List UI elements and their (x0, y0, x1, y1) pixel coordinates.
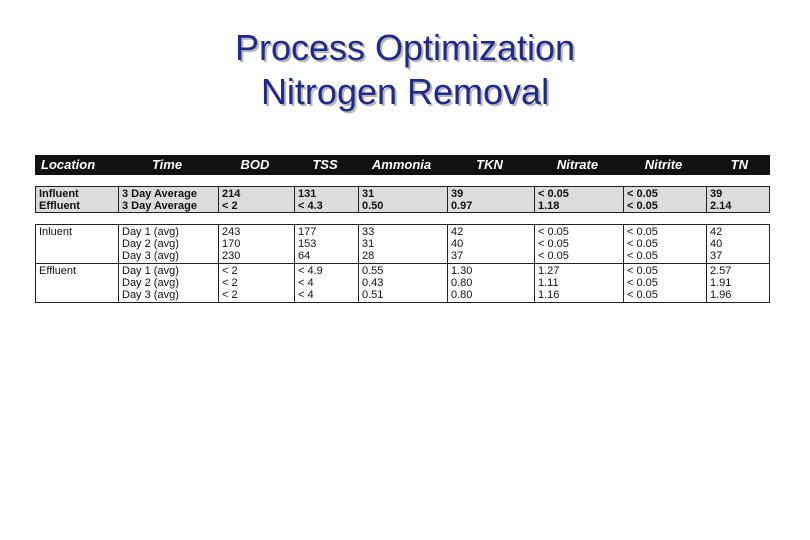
table-cell: 0.80 (451, 289, 473, 301)
table-cell: 39 (451, 188, 464, 200)
summary-tn-cell (706, 187, 771, 212)
table-cell: Day 2 (avg) (122, 238, 179, 250)
tn-cell (706, 264, 771, 302)
table-cell: 40 (451, 238, 464, 250)
title-line-2: Nitrogen Removal (260, 71, 550, 112)
table-cell: Effluent (39, 200, 80, 212)
table-cell: 39 (710, 188, 723, 200)
table-cell: 31 (362, 238, 375, 250)
header-nitrite: Nitrite (644, 157, 683, 172)
header-bod: BOD (240, 157, 270, 172)
header-tn: TN (730, 157, 748, 172)
title-line-1: Process Optimization (234, 27, 576, 68)
table-cell: 1.96 (710, 289, 732, 301)
table-cell: < 4.3 (298, 200, 323, 212)
tss-cell (294, 264, 358, 302)
table-cell: 2.14 (710, 200, 732, 212)
time-cell (118, 264, 218, 302)
summary-bod-cell (218, 187, 294, 212)
table-cell: < 4 (298, 289, 314, 301)
table-cell: 37 (710, 250, 723, 262)
bod-cell (218, 225, 294, 263)
table-cell: 153 (298, 238, 317, 250)
tss-cell (294, 225, 358, 263)
tkn-cell (447, 225, 534, 263)
table-cell: 1.11 (538, 277, 559, 289)
table-cell: < 0.05 (627, 238, 658, 250)
table-cell: 170 (222, 238, 241, 250)
summary-ammonia-cell (358, 187, 447, 212)
table-cell: 0.80 (451, 277, 473, 289)
table-cell: 2.57 (710, 265, 732, 277)
table-cell: 42 (710, 226, 723, 238)
summary-tkn-cell (447, 187, 534, 212)
table-cell: 31 (362, 188, 375, 200)
slide-title (0, 26, 810, 114)
table-cell: 1.91 (710, 277, 732, 289)
nitrite-cell (623, 264, 706, 302)
table-cell: < 0.05 (538, 226, 569, 238)
table-cell: 0.50 (362, 200, 384, 212)
table-cell: Day 1 (avg) (122, 265, 179, 277)
summary-nitrite-cell (623, 187, 706, 212)
table-cell: 33 (362, 226, 375, 238)
header-nitrate: Nitrate (556, 157, 599, 172)
ammonia-cell (358, 225, 447, 263)
summary-time-cell (118, 187, 218, 212)
table-cell: 0.43 (362, 277, 384, 289)
summary-row (36, 187, 769, 212)
table-cell: < 0.05 (627, 226, 658, 238)
table-cell: < 2 (222, 265, 238, 277)
table-cell: 214 (222, 188, 241, 200)
table-cell: < 0.05 (627, 250, 658, 262)
table-cell: < 0.05 (538, 238, 569, 250)
table-cell: < 2 (222, 289, 238, 301)
table-cell: < 0.05 (627, 277, 658, 289)
table-cell: 3 Day Average (122, 188, 198, 200)
table-cell: 28 (362, 250, 375, 262)
nitrate-cell (534, 225, 623, 263)
detail-block (35, 224, 770, 303)
nitrite-cell (623, 225, 706, 263)
influent-group (36, 225, 769, 263)
table-cell: Day 1 (avg) (122, 226, 179, 238)
table-header (35, 155, 770, 175)
table-cell: < 0.05 (627, 200, 658, 212)
table-cell: 1.16 (538, 289, 560, 301)
nitrate-cell (534, 264, 623, 302)
table-cell: < 0.05 (538, 188, 569, 200)
tkn-cell (447, 264, 534, 302)
table-cell: 0.51 (362, 289, 384, 301)
table-cell: 3 Day Average (122, 200, 198, 212)
table-cell: 64 (298, 250, 311, 262)
table-cell: < 0.05 (627, 188, 658, 200)
table-cell: 1.27 (538, 265, 560, 277)
header-time: Time (151, 157, 183, 172)
summary-location-cell (36, 187, 118, 212)
header-ammonia: Ammonia (371, 157, 432, 172)
location-label: Effluent (39, 265, 77, 277)
ammonia-cell (358, 264, 447, 302)
table-cell: 37 (451, 250, 464, 262)
table-cell: < 2 (222, 277, 238, 289)
header-location: Location (41, 157, 96, 172)
table-cell: 1.18 (538, 200, 560, 212)
location-cell (36, 264, 118, 302)
summary-tss-cell (294, 187, 358, 212)
table-cell: 42 (451, 226, 464, 238)
table-cell: < 0.05 (627, 265, 658, 277)
bod-cell (218, 264, 294, 302)
table-cell: Day 2 (avg) (122, 277, 179, 289)
table-cell: 177 (298, 226, 317, 238)
summary-nitrate-cell (534, 187, 623, 212)
table-cell: < 0.05 (627, 289, 658, 301)
table-cell: 243 (222, 226, 241, 238)
header-tkn: TKN (476, 157, 503, 172)
table-cell: 1.30 (451, 265, 473, 277)
table-cell: 0.55 (362, 265, 384, 277)
table-cell: 230 (222, 250, 241, 262)
tn-cell (706, 225, 771, 263)
table-row (36, 225, 769, 263)
location-label: Inluent (39, 226, 73, 238)
summary-block (35, 186, 770, 213)
table-cell: < 4.9 (298, 265, 323, 277)
table-cell: 131 (298, 188, 317, 200)
table-cell: 40 (710, 238, 723, 250)
header-tss: TSS (312, 157, 338, 172)
nitrogen-data-table (35, 155, 770, 303)
table-cell: < 0.05 (538, 250, 569, 262)
time-cell (118, 225, 218, 263)
table-cell: 0.97 (451, 200, 473, 212)
table-cell: < 4 (298, 277, 314, 289)
table-cell: Influent (39, 188, 79, 200)
table-row (36, 264, 769, 302)
effluent-group (36, 263, 769, 302)
table-cell: < 2 (222, 200, 238, 212)
location-cell (36, 225, 118, 263)
table-cell: Day 3 (avg) (122, 250, 179, 262)
table-cell: Day 3 (avg) (122, 289, 179, 301)
